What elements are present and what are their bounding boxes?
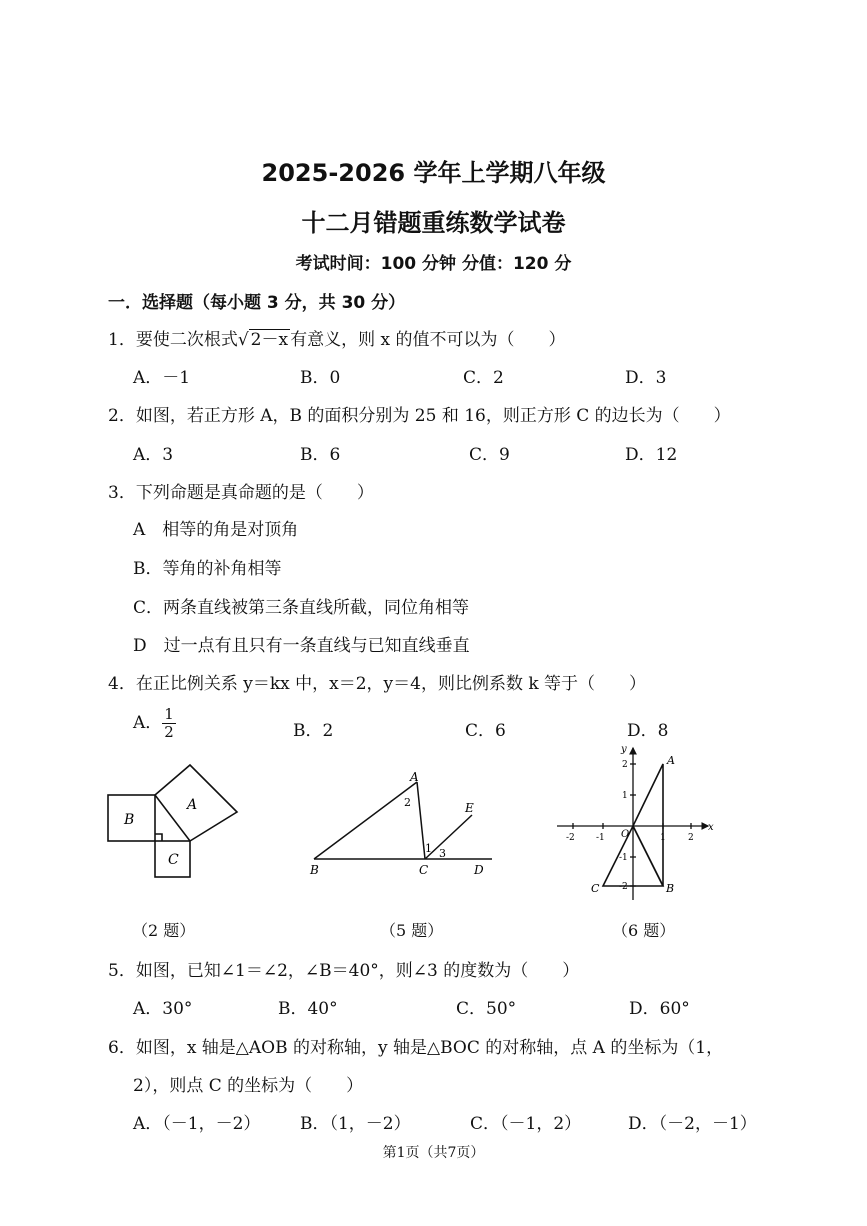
fraction-denominator: 2 bbox=[164, 723, 174, 741]
tick-y-neg2: -2 bbox=[619, 882, 628, 892]
tick-y-neg1: -1 bbox=[619, 853, 628, 863]
q2-option-c[interactable]: C．9 bbox=[469, 445, 510, 465]
q1-number: 1． bbox=[108, 330, 136, 350]
label-d: D bbox=[474, 863, 484, 877]
q5-option-c[interactable]: C．50° bbox=[456, 999, 517, 1019]
question-5: 5．如图，已知∠1＝∠2，∠B＝40°，则∠3 的度数为（ ） bbox=[108, 961, 580, 981]
tick-y-2: 2 bbox=[622, 760, 628, 770]
q6-option-d[interactable]: D．（－2，－1） bbox=[628, 1114, 757, 1134]
fraction-numerator: 1 bbox=[164, 705, 174, 723]
right-angle-mark bbox=[155, 834, 162, 841]
label-e: E bbox=[465, 801, 474, 815]
question-6-line2: 2），则点 C 的坐标为（ ） bbox=[133, 1076, 364, 1096]
question-2: 2．如图，若正方形 A，B 的面积分别为 25 和 16，则正方形 C 的边长为（ ） bbox=[108, 406, 731, 426]
ray-ce bbox=[425, 815, 472, 859]
page-number-footer: 第1页（共7页） bbox=[382, 1145, 485, 1161]
q1-option-c[interactable]: C．2 bbox=[463, 368, 504, 388]
q2-option-d[interactable]: D．12 bbox=[625, 445, 678, 465]
question-6-line1: 6．如图，x 轴是△AOB 的对称轴，y 轴是△BOC 的对称轴，点 A 的坐标为（1， bbox=[108, 1038, 724, 1058]
q6-option-c[interactable]: C．（－1，2） bbox=[470, 1114, 582, 1134]
point-b-label: B bbox=[666, 882, 675, 895]
label-b: B bbox=[310, 863, 319, 877]
q1-option-d[interactable]: D．3 bbox=[625, 368, 667, 388]
label-b: B bbox=[124, 812, 135, 828]
q4-option-d[interactable]: D．8 bbox=[627, 721, 669, 741]
tick-x-neg1: -1 bbox=[596, 833, 605, 843]
exam-title-line1: 2025-2026 学年上学期八年级 bbox=[261, 159, 606, 187]
q4-option-a[interactable] bbox=[133, 706, 176, 741]
q1-radical bbox=[238, 325, 290, 350]
q1-option-a[interactable]: A．－1 bbox=[133, 368, 191, 388]
x-axis-label: x bbox=[708, 822, 714, 833]
point-a-label: A bbox=[667, 754, 675, 767]
figure-q6-coordinates bbox=[553, 740, 718, 905]
angle-1-label: 1 bbox=[425, 842, 432, 855]
q3-option-d[interactable]: D 过一点有且只有一条直线与已知直线垂直 bbox=[133, 636, 470, 656]
q4-option-b[interactable]: B．2 bbox=[293, 721, 334, 741]
line-ba bbox=[314, 782, 417, 859]
exam-info: 考试时间：100 分钟 分值：120 分 bbox=[295, 254, 572, 274]
figure-q2-squares bbox=[100, 755, 250, 885]
q5-option-b[interactable]: B．40° bbox=[278, 999, 338, 1019]
caption-q2: （2 题） bbox=[132, 921, 196, 940]
q6-option-a[interactable]: A．（－1，－2） bbox=[133, 1114, 261, 1134]
q3-option-a[interactable]: A 相等的角是对顶角 bbox=[133, 520, 299, 540]
label-c: C bbox=[168, 852, 179, 868]
origin-label: O bbox=[621, 829, 630, 840]
line-ac bbox=[417, 782, 425, 859]
tick-x-1: 1 bbox=[660, 833, 666, 843]
q5-option-d[interactable]: D．60° bbox=[629, 999, 690, 1019]
q1-radicand: 2－x bbox=[250, 330, 289, 350]
q4-option-a-fraction bbox=[162, 706, 176, 741]
angle-2-label: 2 bbox=[404, 796, 411, 809]
question-3: 3．下列命题是真命题的是（ ） bbox=[108, 483, 374, 503]
q1-text-after: 有意义，则 x 的值不可以为（ ） bbox=[290, 330, 566, 350]
question-1 bbox=[108, 325, 565, 350]
label-a: A bbox=[410, 770, 419, 784]
caption-q6: （6 题） bbox=[612, 921, 676, 940]
q1-option-b[interactable]: B．0 bbox=[300, 368, 341, 388]
triangle-aob bbox=[633, 764, 663, 886]
q6-option-b[interactable]: B．（1，－2） bbox=[300, 1114, 411, 1134]
q2-option-a[interactable]: A．3 bbox=[133, 445, 174, 465]
q4-option-c[interactable]: C．6 bbox=[465, 721, 506, 741]
q5-option-a[interactable]: A．30° bbox=[133, 999, 193, 1019]
q3-option-c[interactable]: C．两条直线被第三条直线所截，同位角相等 bbox=[133, 598, 470, 618]
tick-x-2: 2 bbox=[688, 833, 694, 843]
figure-q5-angles bbox=[300, 768, 505, 880]
label-c: C bbox=[419, 863, 429, 877]
tick-x-neg2: -2 bbox=[566, 833, 575, 843]
q3-option-b[interactable]: B．等角的补角相等 bbox=[133, 559, 282, 579]
y-axis-label: y bbox=[621, 744, 627, 755]
angle-3-label: 3 bbox=[439, 847, 446, 860]
tick-y-1: 1 bbox=[622, 791, 628, 801]
label-a: A bbox=[187, 797, 198, 813]
question-4: 4．在正比例关系 y＝kx 中，x＝2，y＝4，则比例系数 k 等于（ ） bbox=[108, 674, 647, 694]
q2-option-b[interactable]: B．6 bbox=[300, 445, 341, 465]
q1-text-before: 要使二次根式 bbox=[135, 330, 238, 350]
q4-option-a-label: A． bbox=[133, 713, 163, 733]
caption-q5: （5 题） bbox=[380, 921, 444, 940]
radical-sign: √ bbox=[237, 330, 249, 350]
point-c-label: C bbox=[591, 882, 600, 895]
exam-title-line2: 十二月错题重练数学试卷 bbox=[301, 209, 566, 237]
section-heading: 一．选择题（每小题 3 分，共 30 分） bbox=[108, 293, 406, 313]
